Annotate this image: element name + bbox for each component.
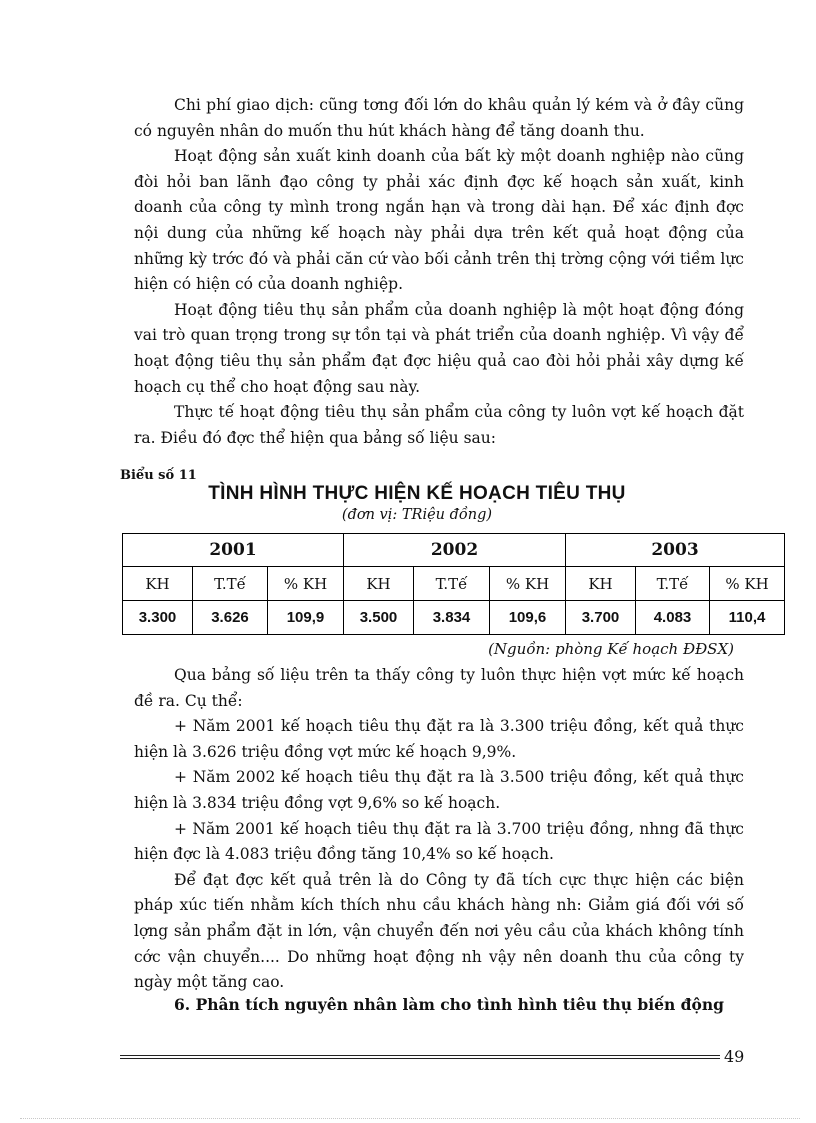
column-header: % KH [268,567,344,601]
body-text-top [134,93,744,451]
column-header: % KH [710,567,785,601]
table-source: (Nguồn: phòng Kế hoạch ĐĐSX) [488,640,734,658]
body-text-bottom [134,663,744,996]
table-unit: (đơn vị: TRiệu đồng) [341,507,493,523]
year-header: 2003 [566,534,785,567]
paragraph: Hoạt động tiêu thụ sản phẩm của doanh nghiệp là một hoạt động đóng vai trò quan trọng trong sự tồn tại và phát triển của doanh nghiệp. Vì vậy để hoạt động tiêu thụ sản phẩm đạt đợc hiệu quả cao đòi hỏi phải xây dựng kế hoạch cụ thể cho hoạt động sau này. [134,300,744,396]
year-header: 2001 [123,534,344,567]
table-cell: 110,4 [710,601,785,635]
column-header: T.Tế [193,567,268,601]
paragraph: + Năm 2002 kế hoạch tiêu thụ đặt ra là 3.500 triệu đồng, kết quả thực hiện là 3.834 triệu đồng vợt 9,6% so kế hoạch. [134,768,744,812]
table-title: TÌNH HÌNH THỰC HIỆN KẾ HOẠCH TIÊU THỤ [208,483,626,504]
page-number: 49 [724,1047,745,1066]
page-edge-divider [20,1118,800,1119]
column-header: T.Tế [414,567,490,601]
table-cell: 3.700 [566,601,636,635]
paragraph: Thực tế hoạt động tiêu thụ sản phẩm của công ty luôn vợt kế hoạch đặt ra. Điều đó đợc thể hiện qua bảng số liệu sau: [134,403,744,447]
paragraph: Chi phí giao dịch: cũng tơng đối lớn do khâu quản lý kém và ở đây cũng có nguyên nhân do muốn thu hút khách hàng để tăng doanh thu. [134,96,744,140]
column-header: KH [123,567,193,601]
paragraph: + Năm 2001 kế hoạch tiêu thụ đặt ra là 3.700 triệu đồng, nhng đã thực hiện đợc là 4.083 triệu đồng tăng 10,4% so kế hoạch. [134,819,744,864]
value-row [123,601,785,635]
table-cell: 3.500 [344,601,414,635]
column-header: KH [344,567,414,601]
paragraph: + Năm 2001 kế hoạch tiêu thụ đặt ra là 3.300 triệu đồng, kết quả thực hiện là 3.626 triệu đồng vợt mức kế hoạch 9,9%. [134,717,744,761]
table-cell: 3.834 [414,601,490,635]
column-header: T.Tế [636,567,710,601]
footer-rule [120,1055,720,1059]
table-cell: 3.626 [193,601,268,635]
table-cell: 4.083 [636,601,710,635]
sales-plan-table [122,533,785,635]
section-heading: 6. Phân tích nguyên nhân làm cho tình hình tiêu thụ biến động [174,995,724,1014]
column-header-row [123,567,785,601]
table-cell: 109,6 [490,601,566,635]
paragraph: Qua bảng số liệu trên ta thấy công ty luôn thực hiện vợt mức kế hoạch đề ra. Cụ thể: [134,666,744,710]
paragraph: Hoạt động sản xuất kinh doanh của bất kỳ một doanh nghiệp nào cũng đòi hỏi ban lãnh đạo công ty phải xác định đợc kế hoạch sản xuất, kinh doanh của công ty mình trong ngắn hạn và trong dài hạn. Để xác định đợc nội dung của những kế hoạch này phải dựa trên kết quả hoạt động của những kỳ trớc đó và phải căn cứ vào bối cảnh trên thị trờng cộng với tiềm lực hiện có hiện có của doanh nghiệp. [134,147,744,294]
table-cell: 3.300 [123,601,193,635]
year-header-row [123,534,785,567]
table-caption: Biểu số 11 [120,468,197,483]
year-header: 2002 [344,534,566,567]
table-cell: 109,9 [268,601,344,635]
paragraph: Để đạt đợc kết quả trên là do Công ty đã tích cực thực hiện các biện pháp xúc tiến nhằm kích thích nhu cầu khách hàng nh: Giảm giá đối với số lợng sản phẩm đặt in lớn, vận chuyển đến nơi yêu cầu của khách không tính cớc vận chuyển.... Do những hoạt động nh vậy nên doanh thu của công ty ngày một tăng cao. [134,870,744,992]
column-header: KH [566,567,636,601]
column-header: % KH [490,567,566,601]
